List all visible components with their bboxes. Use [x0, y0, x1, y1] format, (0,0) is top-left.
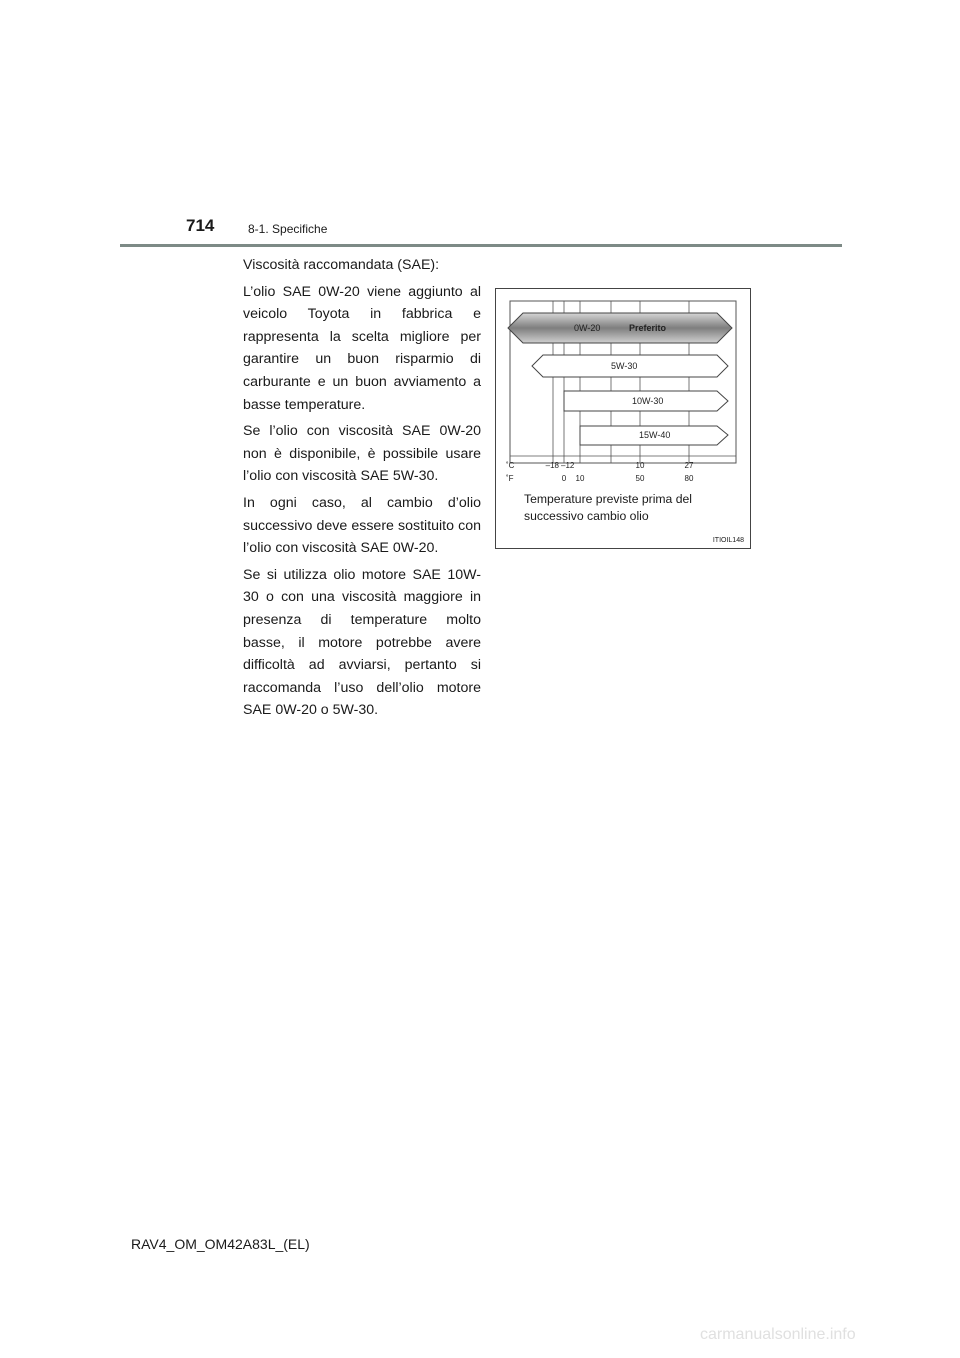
grade-bar-0w20 — [508, 313, 732, 343]
fahrenheit-tick: 50 — [635, 474, 645, 483]
figure-caption: Temperature previste prima del successivo cambio olio — [524, 492, 692, 523]
fahrenheit-tick: 0 — [561, 474, 567, 483]
figure-id: ITIOIL148 — [712, 537, 744, 544]
footer-doc-code: RAV4_OM_OM42A83L_(EL) — [131, 1236, 310, 1252]
grade-label: 5W-30 — [611, 361, 638, 371]
watermark: carmanualsonline.info — [700, 1326, 856, 1343]
body-text — [243, 254, 481, 726]
celsius-tick: –18 — [545, 461, 559, 470]
celsius-tick: 27 — [684, 461, 694, 470]
paragraph: Se si utilizza olio motore SAE 10W-30 o con una viscosità maggiore in presenza di temperature molto basse, il motore potrebbe avere difficoltà ad avviarsi, pertanto si raccomanda l’uso dell’olio motore SAE 0W-20 o 5W-30. — [243, 566, 481, 719]
preferred-label: Preferito — [629, 323, 667, 333]
celsius-tick: –12 — [561, 461, 575, 470]
viscosity-figure — [495, 288, 751, 549]
celsius-unit: ˚C — [506, 461, 515, 470]
fahrenheit-unit: ˚F — [506, 474, 514, 483]
celsius-tick: 10 — [635, 461, 645, 470]
header-rule — [120, 244, 842, 247]
section-title: 8-1. Specifiche — [248, 222, 328, 236]
grade-label: 0W-20 — [574, 323, 601, 333]
page-number: 714 — [186, 216, 215, 235]
grade-label: 15W-40 — [639, 430, 671, 440]
paragraph: L’olio SAE 0W-20 viene aggiunto al veicolo Toyota in fabbrica e rappresenta la scelta migliore per garantire un buon risparmio di carburante e un buon avviamento a basse temperature. — [243, 283, 481, 413]
grade-label: 10W-30 — [632, 396, 664, 406]
paragraph: Se l’olio con viscosità SAE 0W-20 non è disponibile, è possibile usare l’olio con viscosità SAE 5W-30. — [243, 423, 481, 485]
paragraph: In ogni caso, al cambio d’olio successivo deve essere sostituito con l’olio con viscosità SAE 0W-20. — [243, 494, 481, 557]
paragraph: Viscosità raccomandata (SAE): — [243, 257, 440, 273]
fahrenheit-tick: 80 — [684, 474, 694, 483]
fahrenheit-tick: 10 — [575, 474, 585, 483]
